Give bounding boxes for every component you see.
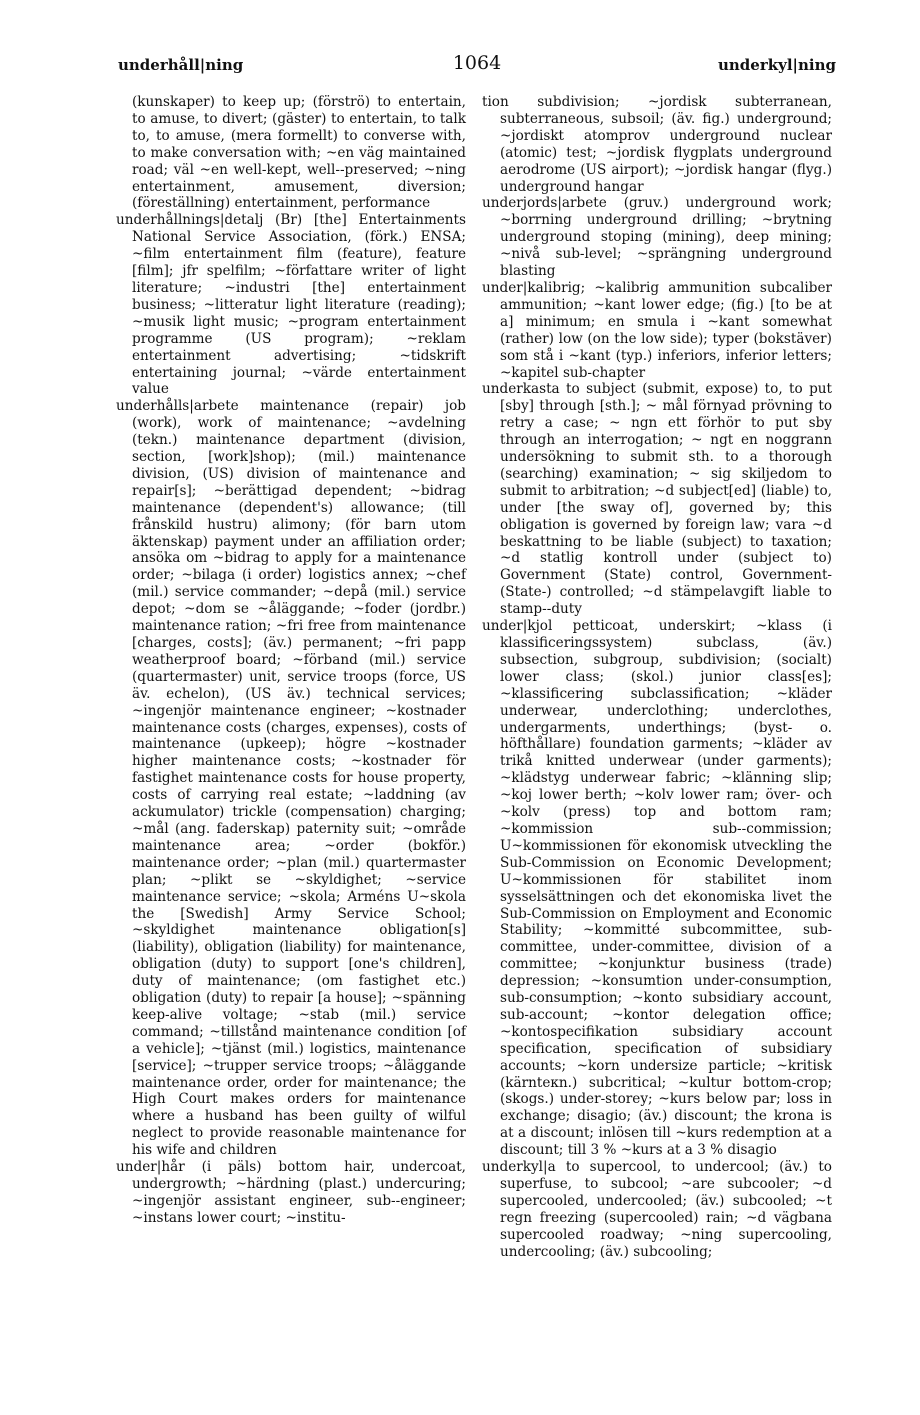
dictionary-entry: underhållnings|detalj (Br) [the] Entertainments National Service Association, (förk.) ENSA; ~film entertainment film (feature), feature [film]; jfr spelfilm; ~författare writer of light literature; ~industri [the] entertainment business; ~litteratur light literature (reading); ~musik light music; ~program entertainment programme (US program); ~reklam entertainment advertising; ~tidskrift entertaining journal; ~värde entertainment value (116, 212, 466, 398)
dictionary-entry: underhålls|arbete maintenance (repair) job (work), work of maintenance; ~avdelning (tekn.) maintenance department (division, section, [work]shop); (mil.) maintenance division, (US) division of maintenance and repair[s]; ~berättigad dependent; ~bidrag maintenance (dependent's) allowance; (till frånskild hustru) alimony; (för barn utom äktenskap) payment under an affiliation order; ansöka om ~bidrag to apply for a maintenance order; ~bilaga (i order) logistics annex; ~chef (mil.) service commander; ~depå (mil.) service depot; ~dom se ~åläggande; ~foder (jordbr.) maintenance ration; ~fri free from maintenance [charges, costs]; (äv.) permanent; ~fri papp weatherproof board; ~förband (mil.) service (quartermaster) unit, service troops (force, US äv. echelon), (US äv.) technical services; ~ingenjör maintenance engineer; ~kostnader maintenance costs (charges, expenses), costs of maintenance (upkeep); högre ~kostnader higher maintenance costs; ~kostnader för fastighet maintenance costs for house property, costs of carrying real estate; ~laddning (av ackumulator) trickle (compensation) charging; ~mål (ang. faderskap) paternity suit; ~område maintenance area; ~order (bokför.) maintenance order; ~plan (mil.) quartermaster plan; ~plikt se ~skyldighet; ~service maintenance service; ~skola; Arméns U~skola the [Swedish] Army Service School; ~skyldighet maintenance obligation[s] (liability), obligation (liability) for maintenance, obligation (duty) to support [one's children], duty of maintenance; (om fastighet etc.) obligation (duty) to repair [a house]; ~spänning keep-alive voltage; ~stab (mil.) service command; ~tillstånd maintenance condition [of a vehicle]; ~tjänst (mil.) logistics, maintenance [service]; ~trupper service troops; ~åläggande maintenance order, order for maintenance; the High Court makes orders for maintenance where a husband has been guilty of wilful neglect to provide reasonable maintenance for his wife and children (116, 398, 466, 1159)
dictionary-entry: underkasta to subject (submit, expose) to, to put [sby] through [sth.]; ~ mål förnyad prövning to retry a case; ~ ngn ett förhör to put sby through an interrogation; ~ ngt en noggrann undersökning to submit sth. to a thorough (searching) examination; ~ sig skiljedom to submit to arbitration; ~d subject[ed] (liable) to, under [the sway of], governed by; this obligation is governed by foreign law; vara ~d beskattning to be liable (subject) to taxation; ~d statlig kontroll under (subject to) Government (State) control, Government- (State-) controlled; ~d stämpelavgift liable to stamp--duty (482, 381, 832, 618)
dictionary-entry-continuation: (kunskaper) to keep up; (förströ) to entertain, to amuse, to divert; (gäster) to entertain, to talk to, to amuse, (mera formellt) to converse with, to make conversation with; ~en väg maintained road; väl ~en well-kept, well--preserved; ~ning entertainment, amusement, diversion; (föreställning) entertainment, performance (132, 94, 466, 212)
dictionary-entry: under|hår (i päls) bottom hair, undercoat, undergrowth; ~härdning (plast.) undercuring; ~ingenjör assistant engineer, sub--engineer; ~instans lower court; ~institu- (116, 1159, 466, 1226)
right-guide-word: underkyl|ning (717, 56, 836, 74)
dictionary-entry: underjords|arbete (gruv.) underground work; ~borrning underground drilling; ~brytning underground stoping (mining), deep mining; ~nivå sub-level; ~sprängning underground blasting (482, 195, 832, 280)
dictionary-entry: under|kjol petticoat, underskirt; ~klass (i klassificeringssystem) subclass, (äv.) subsection, subgroup, subdivision; (socialt) lower class; (skol.) junior class[es]; ~klassificering subclassification; ~kläder underwear, underclothing; underclothes, undergarments, underthings; (byst- o. höfthållare) foundation garments; ~kläder av trikå knitted underwear (under garments); ~klädstyg underwear fabric; ~klänning slip; ~koj lower berth; ~kolv lower ram; över- och ~kolv (press) top and bottom ram; ~kommission sub--commission; U~kommissionen för ekonomisk utveckling the Sub-Commission on Economic Development; U~kommissionen för stabilitet inom sysselsättningen och det ekonomiska livet the Sub-Commission on Employment and Economic Stability; ~kommitté subcommittee, sub-committee, under-committee, division of a committee; ~konjunktur business (trade) depression; ~konsumtion under-consumption, sub-consumption; ~konto subsidiary account, sub-account; ~kontor delegation office; ~kontospecifikation subsidiary account specification, specification of subsidiary accounts; ~korn undersize particle; ~kritisk (kärnteкn.) subcritical; ~kultur bottom-crop; (skogs.) under-storey; ~kurs below par; loss in exchange; disagio; (äv.) discount; the krona is at a discount; inlösen till ~kurs redemption at a discount; till 3 % ~kurs at a 3 % disagio (482, 618, 832, 1159)
right-column (482, 94, 832, 1261)
left-column (116, 94, 466, 1227)
dictionary-entry: underkyl|a to supercool, to undercool; (äv.) to superfuse, to subcool; ~are subcooler; ~d supercooled, undercooled; (äv.) subcooled; ~t regn freezing (supercooled) rain; ~d vägbana supercooled roadway; ~ning supercooling, undercooling; (äv.) subcooling; (482, 1159, 832, 1260)
dictionary-entry-continuation: tion subdivision; ~jordisk subterranean, subterraneous, subsoil; (äv. fig.) underground; ~jordiskt atomprov underground nuclear (atomic) test; ~jordisk flygplats underground aerodrome (US airport); ~jordisk hangar (flyg.) underground hangar (482, 94, 832, 195)
page-number: 1064 (452, 52, 502, 74)
dictionary-entry: under|kalibrig; ~kalibrig ammunition subcaliber ammunition; ~kant lower edge; (fig.) [to be at a] minimum; en smula i ~kant somewhat (rather) low (on the low side); typer (bokstäver) som stå i ~kant (typ.) inferiors, inferior letters; ~kapitel sub-chapter (482, 279, 832, 381)
left-guide-word: underhåll|ning (118, 56, 244, 74)
running-header (118, 52, 836, 82)
